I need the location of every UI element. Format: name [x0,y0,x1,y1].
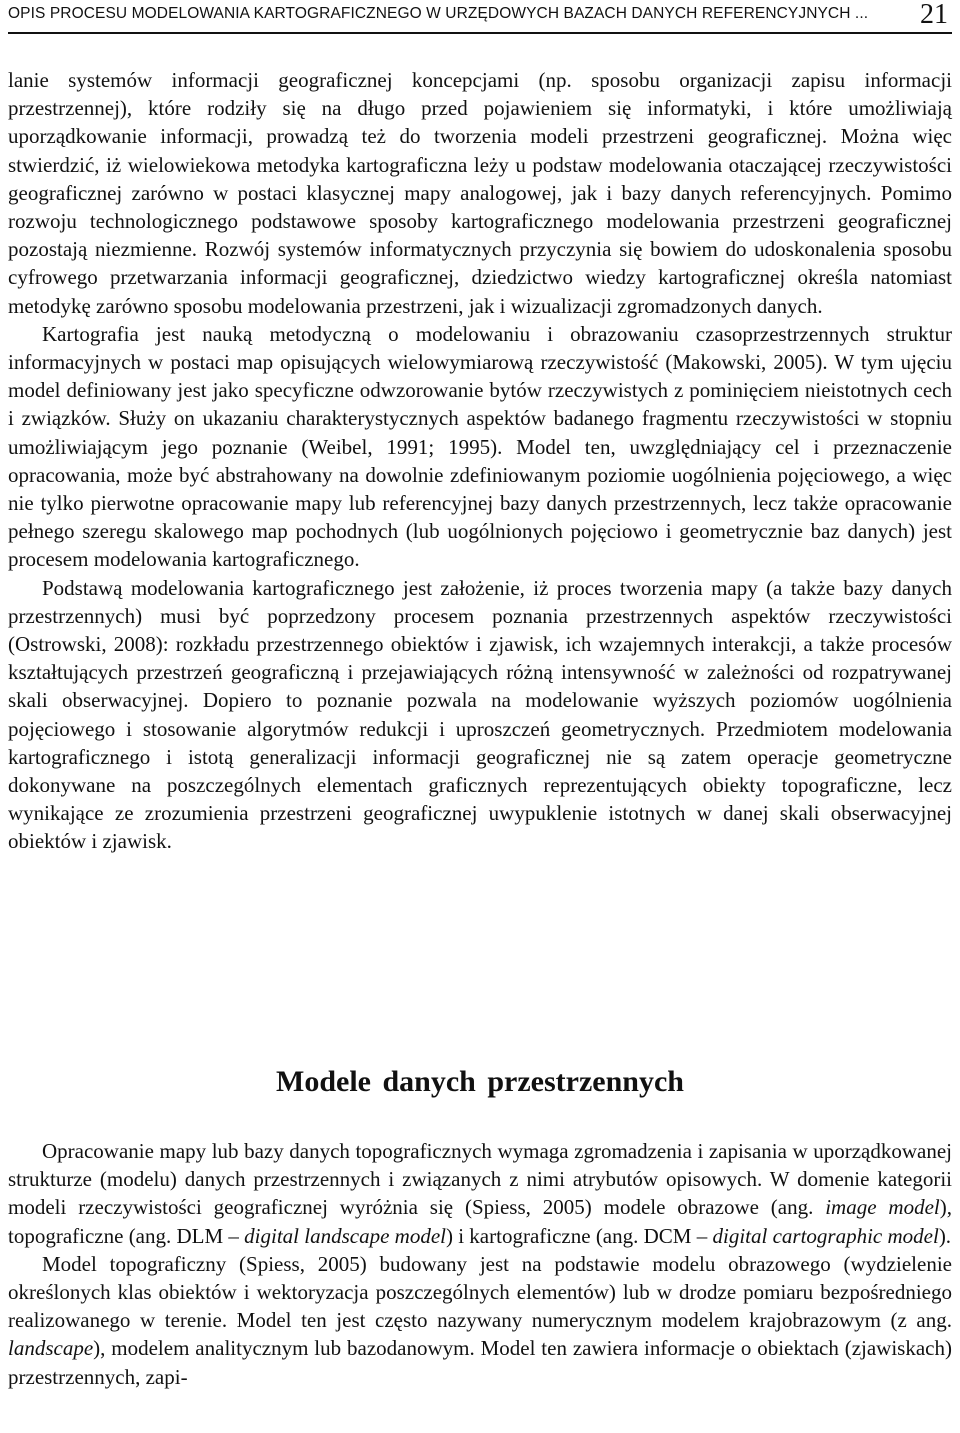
running-title: OPIS PROCESU MODELOWANIA KARTOGRAFICZNEGO W URZĘDOWYCH BAZACH DANYCH REFERENCYJNYCH ... [8,5,869,22]
page-number: 21 [920,0,948,30]
term-digital-landscape-model: digital landscape model [244,1223,446,1248]
running-header [8,0,952,34]
paragraph-5-text-b: ), modelem analitycznym lub bazodanowym. Model ten zawiera informacje o obiektach (zjawiskach) przestrzennych, zapi- [8,1336,952,1389]
paragraph-4-text-c: ) i kartograficzne (ang. DCM – [445,1223,713,1248]
section-body-text [8,1137,952,1391]
paragraph-4-text-b: ), topograficzne (ang. DLM – [8,1195,952,1248]
paragraph-5 [8,1250,952,1391]
term-landscape: landscape [8,1336,94,1361]
paragraph-2: Kartografia jest nauką metodyczną o modelowaniu i obrazowaniu czasoprzestrzennych struktur informacyjnych w postaci map opisujących wielowymiarową rzeczywistość (Makowski, 2005). W tym ujęciu model definiowany jest jako specyficzne odwzorowanie bytów rzeczywistych z pominięciem nieistotnych cech i związków. Służy on ukazaniu charakterystycznych aspektów badanego fragmentu rzeczywistości w stopniu umożliwiającym jego poznanie (Weibel, 1991; 1995). Model ten, uwzględniający cel i przeznaczenie opracowania, może być abstrahowany na dowolnie zdefiniowanym poziomie uogólnienia pojęciowego, a więc nie tylko pierwotne opracowanie mapy lub referencyjnej bazy danych przestrzennych, lecz także opracowanie pełnego szeregu skalowego map pochodnych (lub uogólnionych pojęciowo i geometrycznie baz danych) jest procesem modelowania kartograficznego. [8,321,952,572]
paragraph-5-text-a: Model topograficzny (Spiess, 2005) budowany jest na podstawie modelu obrazowego (wydzielenie określonych klas obiektów i wektoryzacja poszczególnych elementów) lub w drodze pomiaru bezpośredniego realizowanego w terenie. Model ten jest często nazywany numerycznym modelem krajobrazowym (z ang. [8,1251,952,1333]
term-digital-cartographic-model: digital cartographic model [712,1223,939,1248]
body-text [8,66,952,856]
paragraph-4 [8,1137,952,1250]
section-heading: Modele danych przestrzennych [276,1065,684,1098]
term-image-model: image model [825,1195,940,1220]
paragraph-4-text-d: ). [938,1223,952,1248]
paragraph-3: Podstawą modelowania kartograficznego jest założenie, iż proces tworzenia mapy (a także bazy danych przestrzennych) musi być poprzedzony procesem poznania przestrzennych aspektów rzeczywistości (Ostrowski, 2008): rozkładu przestrzennego obiektów i zjawisk, ich wzajemnych interakcji, a także procesów kształtujących przestrzeń geograficzną i przejawiających różną intensywność w zależności od rozpatrywanej skali obserwacyjnej. Dopiero to poznanie pozwala na modelowanie wyższych poziomów uogólnienia pojęciowego i stosowanie algorytmów redukcji i uproszczeń geometrycznych. Przedmiotem modelowania kartograficznego i istotą generalizacji informacji geograficznej nie są zatem operacje geometryczne dokonywane na poszczególnych elementach graficznych reprezentujących obiekty topograficzne, lecz wynikające ze zrozumienia przestrzeni geograficznej uwypuklenie istotnych w danej skali obserwacyjnej obiektów i zjawisk. [8,575,952,854]
paragraph-4-text-a: Opracowanie mapy lub bazy danych topograficznych wymaga zgromadzenia i zapisania w uporządkowanej strukturze (modelu) danych przestrzennych i związanych z nimi atrybutów opisowych. W domenie kategorii modeli rzeczywistości geograficznej wyróżnia się (Spiess, 2005) modele obrazowe (ang. [8,1139,952,1220]
paragraph-1: lanie systemów informacji geograficznej koncepcjami (np. sposobu organizacji zapisu informacji przestrzennej), które rodziły się na długo przed pojawieniem się informatyki, i które umożliwiają uporządkowanie informacji, prowadzą też do tworzenia modeli przestrzeni geograficznej. Można więc stwierdzić, iż wielowiekowa metodyka kartograficzna leży u podstaw modelowania otaczającej rzeczywistości geograficznej zarówno w postaci klasycznej mapy analogowej, jak i bazy danych referencyjnych. Pomimo rozwoju technologicznego podstawowe sposoby kartograficznego modelowania przestrzeni geograficznej pozostają niezmienne. Rozwój systemów informatycznych przyczynia się bowiem do udoskonalenia sposobu cyfrowego przetwarzania informacji geograficznej, dziedzictwo wiedzy kartograficznej określa natomiast metodykę zarówno sposobu modelowania przestrzeni, jak i wizualizacji zgromadzonych danych. [8,68,952,318]
